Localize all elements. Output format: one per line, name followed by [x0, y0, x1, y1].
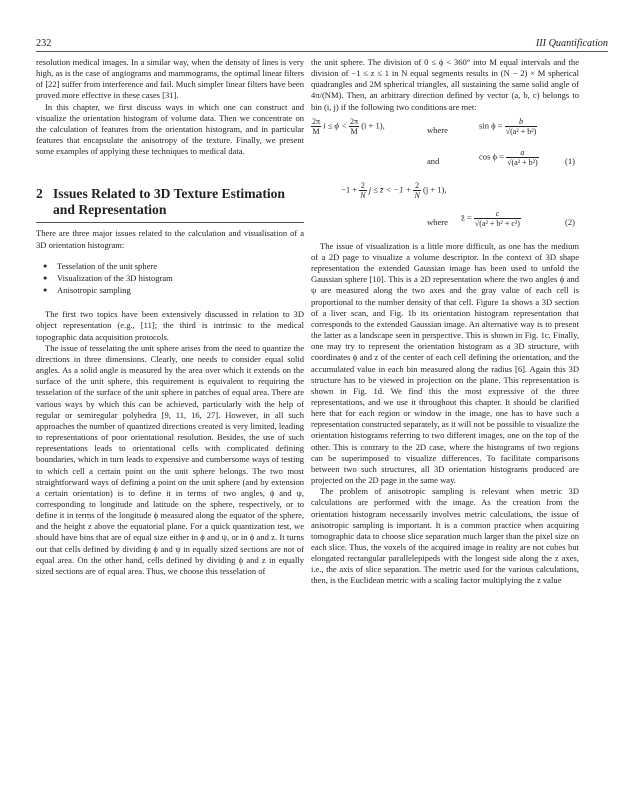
equation-2-condition: −1 + $\frac{2}{N}$ j ≤ z̄ < −1 + $\frac{2}{N}$ (j + 1),: [341, 180, 447, 200]
page-number: 232: [36, 38, 52, 49]
where-label: where: [427, 124, 448, 135]
bullet-item: ● Visualization of the 3D histogram: [36, 272, 304, 284]
running-title: III Quantification: [535, 38, 608, 49]
section-title-line2: and Representation: [53, 201, 167, 217]
equation-block: [311, 113, 579, 241]
where-label: where: [427, 216, 448, 227]
bullet-item: ● Tesselation of the unit sphere: [36, 260, 304, 272]
section-title-line1: Issues Related to 3D Texture Estimation: [53, 186, 285, 202]
bullet-item: ● Anisotropic sampling: [36, 284, 304, 296]
equation-1-condition: $\frac{2\pi}{M}$ i ≤ ϕ < $\frac{2\pi}{M}$ (i + 1),: [312, 116, 385, 136]
paragraph: the unit sphere. The division of 0 ≤ ϕ < 360° into M equal intervals and the division of −1 ≤ z ≤ 1 in N equal segments results in (N − 2) × M spherical quadrangles and 2M spherical triangles, all sustaining the same solid angle of 4π/(NM). Then, an arbitrary direction defined by vector (a, b, c) belongs to bin (i, j) if the following two conditions are met:: [311, 57, 579, 112]
paragraph: resolution medical images. In a similar way, when the density of lines is very high, as is the case of angiograms and mammograms, the optimal linear filters of [22] suffer from interference and fail. Much simpler linear filters have been proved more effective in these cases [31].: [36, 57, 304, 101]
equation-cos: cos ϕ = $\frac{a}{\text{√(a² + b²)}}$: [479, 147, 538, 167]
header-rule: [36, 51, 608, 52]
paragraph: In this chapter, we first discuss ways in which one can construct and visualize the orientation histogram of volume data. Then we concentrate on the calculation of features from the orientation histogram, and in particular features that encapsulate the anisotropy of the texture. Finally, we present some examples of applying these techniques to medical data.: [36, 101, 304, 157]
running-header: [36, 38, 608, 50]
paragraph: The issue of visualization is a little more difficult, as one has the medium of a 2D page to visualize a volume descriptor. In the context of 3D shape representation the extended Gaussian image has been used to unfold the Gaussian sphere [10]. This is a 2D representation where the two angles ϕ and ψ are measured along the two axes and the gray value of each cell is proportional to the number density of that cell. Figure 1a shows a 3D section of a liver scan, and Fig. 1b its orientation histogram representation that corresponds to the extended Gaussian image. An alternative way is to present the latter as a landscape seen in perspective. This is shown in Fig. 1c. Finally, one may try to represent the orientation histogram as a 3D structure, with coordinates ϕ and z of the center of each cell defining the orientation, and the accumulated value in each bin measured along the radius [6]. Again this 3D structure has to be viewed in projection on the plane. This representation is shown in Fig. 1d. We find this the most expressive of the three representations, and we use it throughout this chapter. It should be clarified here that for each region or window in the image, one has to have such a representation constructed separately, as it will not be possible to visualize the orientation histograms referring to two different images, one on the top of the other. This is contrary to the 2D case, where the histograms of two regions can be superimposed to visualize differences. To facilitate comparisons between two such structures, all 3D orientation histograms produced are projected on the 2D page in the same way.: [311, 240, 579, 486]
paragraph: There are three major issues related to the calculation and visualisation of a 3D orientation histogram:: [36, 228, 304, 250]
equation-number-2: (2): [565, 216, 575, 227]
paragraph: The issue of tesselating the unit sphere arises from the need to quantize the directions in three dimensions. Clearly, one needs to consider equal solid angles. As a solid angle is measured by the area over which it extends on the surface of the unit sphere, this requirement is equivalent to requiring the tesselation of the surface of the unit sphere in patches of equal area. There are various ways by which this can be achieved, particularly with the help of regular or semiregular polyhedra [9, 11, 16, 27]. However, in all such approaches the number of quantized directions created is very limited, leading to representations of poor orientational resolution. Besides, the use of such representations leads to orientational cells with complicated defining boundaries, which in turn leads to expensive and cumbersome ways of testing to which cell a certain point on the unit sphere belongs. The two most straightforward ways of defining a point on the unit sphere (and by extension a certain orientation) is to define it in terms of two angles, ϕ and ψ, corresponding to longitude and latitude on the sphere, respectively, or to define it in terms of the longitude ϕ measured along the equator of the sphere, and the height z above the equatorial plane. For a quick quantization test, we should have bins that are of equal size either in ϕ and ψ, or in ϕ and z. It turns out that cells defined by dividing ϕ and ψ in equally sized sections are not of equal area. On the other hand, cells defined by dividing ϕ and z in equally sized sections are of equal area. Thus, we choose this tesselation of: [36, 342, 304, 576]
and-label: and: [427, 155, 440, 166]
paragraph: The first two topics have been extensively discussed in relation to 3D object representation (e.g., [11]; the third is intrinsic to the medical topographic data acquisition protocols.: [36, 309, 304, 342]
section-heading: [36, 186, 304, 223]
paragraph: The problem of anisotropic sampling is relevant when metric 3D calculations are performed with the image. As the creation from the orientation histogram necessarily involves metric calculations, the issue of anisotropic sampling is important. It is a common practice when acquiring tomographic data to choose slice separation much larger than the pixel size on each slice. Thus, the voxels of the acquired image in reality are not cubes but elongated rectangular parallelepipeds with the longest side along the z axes, i.e., the axis of slice separation. The metric used for the various calculations, then, is the Euclidean metric with a scaling factor multiplying the z value: [311, 486, 579, 586]
equation-z: z̄ = $\frac{c}{\text{√(a² + b² + c²)}}$: [461, 208, 520, 228]
bullet-list: [36, 260, 304, 297]
equation-sin: sin ϕ = $\frac{b}{\text{√(a² + b²)}}$: [479, 116, 537, 136]
section-number: 2: [36, 186, 43, 202]
equation-number-1: (1): [565, 155, 575, 166]
left-column: [36, 57, 304, 577]
right-column: [311, 57, 579, 587]
